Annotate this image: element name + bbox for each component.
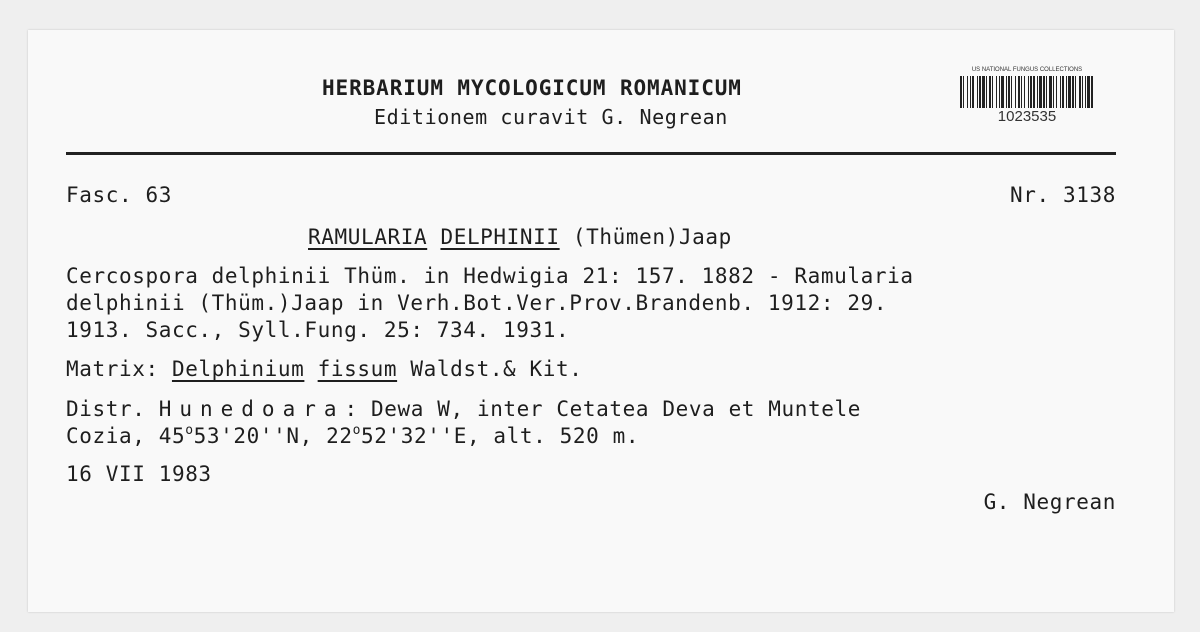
degree-sign: o (185, 423, 194, 438)
locality-text: : Dewa W, inter Cetatea Deva et Muntele (344, 397, 861, 421)
species-epithet: DELPHINII (440, 225, 560, 249)
header-divider (66, 152, 1116, 155)
collection-date: 16 VII 1983 (66, 462, 212, 486)
synonymy-line: Cercospora delphinii Thüm. in Hedwigia 21: 157. 1882 - Ramularia (66, 264, 914, 288)
host-authority: Waldst.& Kit. (410, 357, 583, 381)
barcode-caption: US NATIONAL FUNGUS COLLECTIONS (971, 67, 1083, 73)
host-species: fissum (317, 357, 398, 381)
genus-name: RAMULARIA (308, 225, 428, 249)
matrix-line (66, 357, 583, 381)
synonymy-line: 1913. Sacc., Syll.Fung. 25: 734. 1931. (66, 318, 570, 342)
coordinates-start: Cozia, 45 (66, 424, 186, 448)
distribution-prefix: Distr. (66, 397, 146, 421)
herbarium-title: HERBARIUM MYCOLOGICUM ROMANICUM (322, 76, 742, 100)
barcode-block (956, 66, 1098, 128)
distribution-line (66, 397, 861, 421)
latitude-rest: 53'20''N, 22 (193, 424, 353, 448)
barcode-number: 1023535 (997, 108, 1057, 125)
specimen-number: Nr. 3138 (1010, 183, 1116, 207)
matrix-prefix: Matrix: (66, 357, 159, 381)
synonymy-line: delphinii (Thüm.)Jaap in Verh.Bot.Ver.Prov.Brandenb. 1912: 29. (66, 291, 888, 315)
collector-name: G. Negrean (983, 490, 1116, 514)
longitude-rest: 52'32''E, alt. 520 m. (361, 424, 640, 448)
species-name (308, 225, 732, 249)
fascicle-number: Fasc. 63 (66, 183, 172, 207)
county-name: Hunedoara (158, 397, 345, 421)
degree-sign: o (352, 423, 361, 438)
coordinates-line (66, 424, 639, 448)
barcode-icon (960, 76, 1094, 108)
host-genus: Delphinium (171, 357, 305, 381)
species-authority: (Thümen)Jaap (572, 225, 732, 249)
editor-line: Editionem curavit G. Negrean (374, 105, 728, 129)
